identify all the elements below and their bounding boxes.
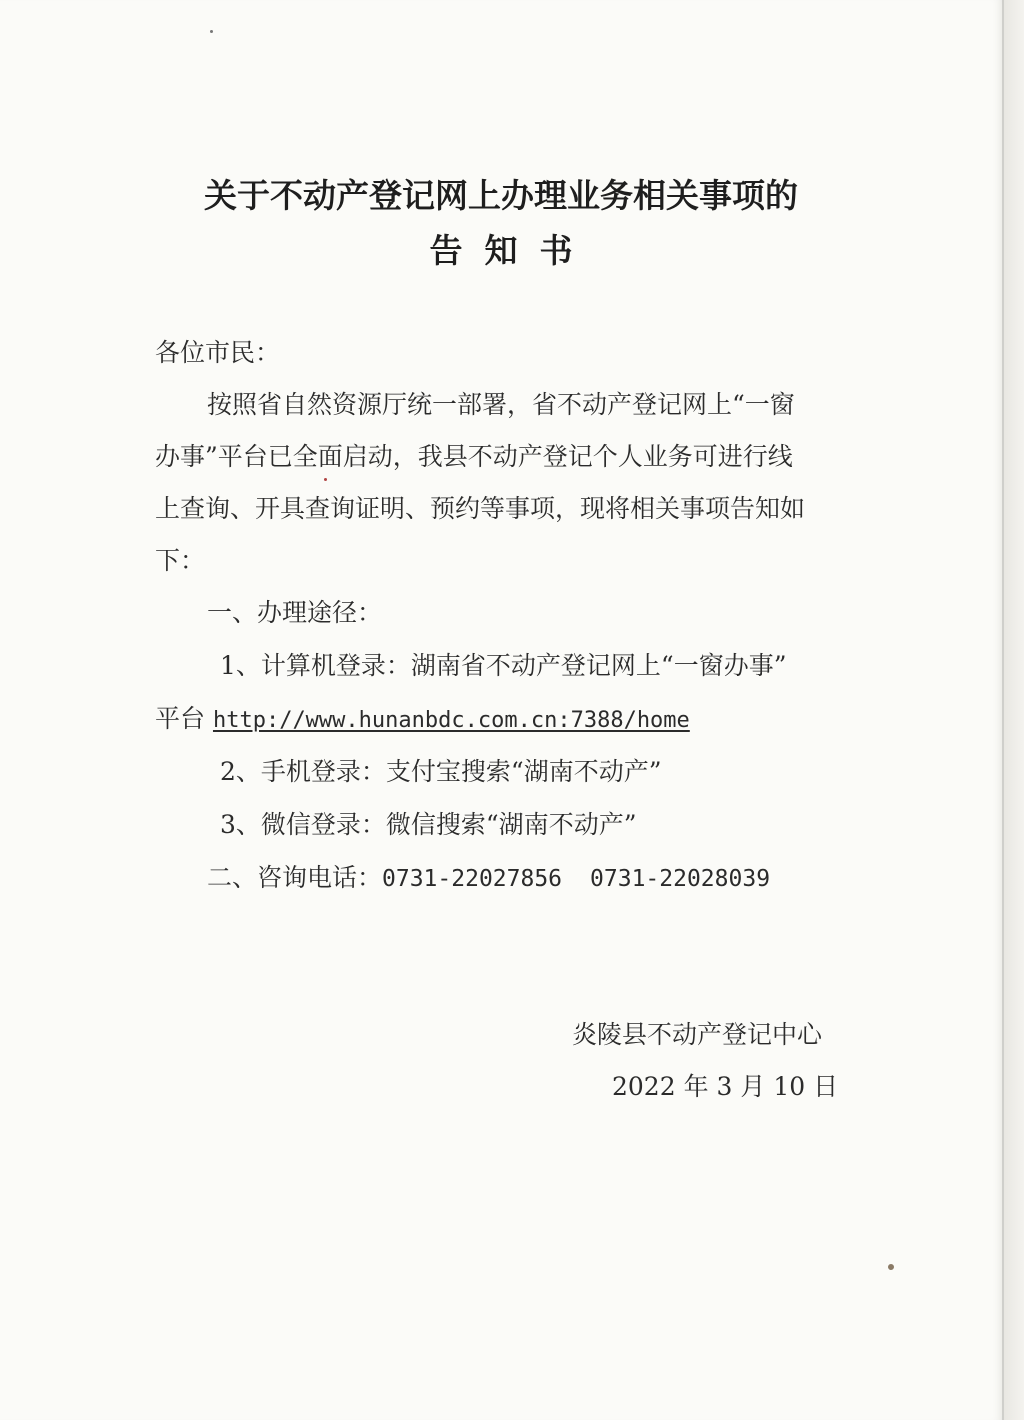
phone-number-1: 0731-22027856	[382, 866, 563, 892]
phone-number-2: 0731-22028039	[590, 866, 771, 892]
item1-platform-label: 平台	[155, 704, 206, 733]
section2-consult-phone	[207, 863, 770, 894]
section1-item1-cont	[155, 704, 690, 736]
scan-edge	[1004, 0, 1024, 1420]
scan-speck	[324, 478, 327, 481]
notice-title: 关于不动产登记网上办理业务相关事项的	[204, 176, 798, 215]
section1-heading: 一、办理途径：	[207, 598, 383, 627]
signature-date: 2022 年 3 月 10 日	[612, 1072, 839, 1101]
signature-org: 炎陵县不动产登记中心	[572, 1020, 823, 1049]
scan-speck	[210, 30, 213, 33]
notice-title-sub: 告知书	[429, 231, 595, 270]
section1-item1: 1、计算机登录：湖南省不动产登记网上“一窗办事”	[220, 651, 787, 680]
body-line-1: 按照省自然资源厅统一部署，省不动产登记网上“一窗	[207, 390, 795, 419]
phone-label: 二、咨询电话：	[207, 863, 383, 892]
section1-item2: 2、手机登录：支付宝搜索“湖南不动产”	[220, 757, 662, 786]
body-line-2: 办事”平台已全面启动，我县不动产登记个人业务可进行线	[155, 442, 793, 471]
scan-speck	[888, 1264, 894, 1270]
greeting: 各位市民：	[155, 338, 281, 367]
body-line-4: 下：	[155, 546, 206, 575]
body-line-3: 上查询、开具查询证明、预约等事项，现将相关事项告知如	[155, 494, 806, 523]
website-url-link[interactable]: http://www.hunanbdc.com.cn:7388/home	[212, 708, 690, 733]
section1-item3: 3、微信登录：微信搜索“湖南不动产”	[220, 810, 637, 839]
